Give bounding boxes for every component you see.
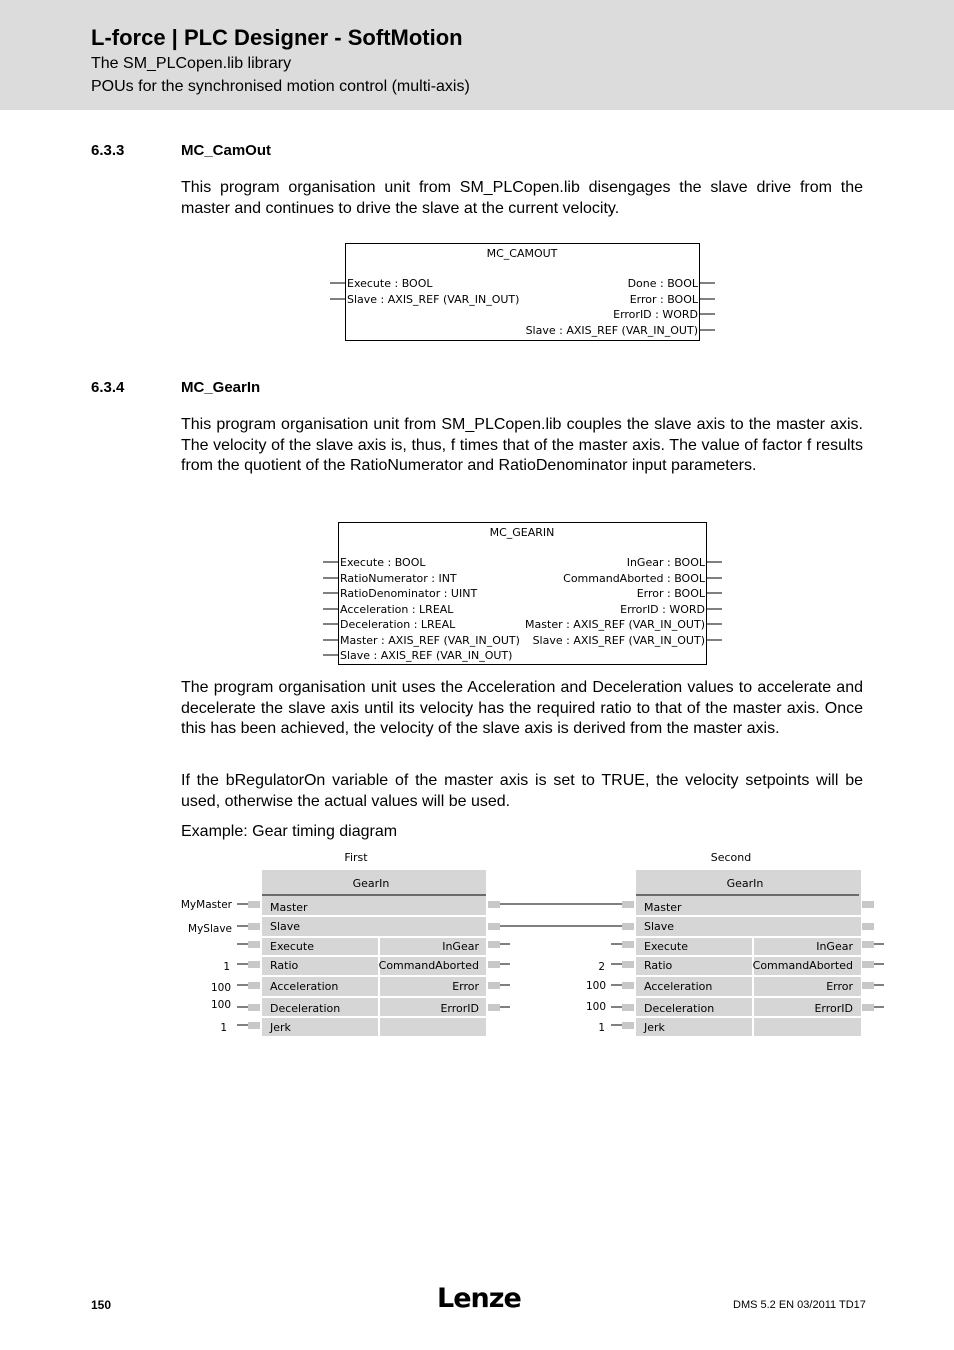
block-name: MC_GEARIN	[489, 526, 555, 539]
first-input-label: Jerk	[270, 1021, 291, 1034]
input-label: Slave : AXIS_REF (VAR_IN_OUT)	[340, 649, 513, 662]
input-label: Deceleration : LREAL	[340, 618, 456, 631]
page-header	[0, 0, 954, 110]
second-ext-input: 1	[598, 1022, 605, 1034]
second-caption: Second	[710, 851, 752, 864]
page-number: 150	[91, 1298, 112, 1312]
first-ext-input: MyMaster	[180, 899, 232, 911]
second-output-label: Error	[826, 980, 853, 993]
second-ext-input: 2	[598, 961, 605, 973]
input-label: Execute : BOOL	[340, 556, 426, 569]
lenze-logo: Lenze	[437, 1283, 521, 1314]
first-ext-input: 100	[210, 999, 231, 1011]
first-output-label: CommandAborted	[378, 959, 479, 972]
gear-timing-diagram	[175, 846, 895, 1050]
output-label: Slave : AXIS_REF (VAR_IN_OUT)	[525, 324, 698, 337]
first-input-label: Execute	[270, 940, 314, 953]
first-ext-input: 100	[210, 982, 231, 994]
output-label: Master : AXIS_REF (VAR_IN_OUT)	[525, 618, 705, 631]
input-label: Master : AXIS_REF (VAR_IN_OUT)	[340, 634, 520, 647]
second-input-label: Ratio	[644, 959, 673, 972]
section-title-camout: MC_CamOut	[181, 142, 272, 159]
document-subtitle-section: POUs for the synchronised motion control (multi-axis)	[91, 78, 470, 95]
second-input-label: Master	[644, 901, 682, 914]
second-ext-input: 100	[585, 980, 606, 992]
first-output-label: Error	[452, 980, 479, 993]
first-ext-input: MySlave	[188, 923, 232, 935]
output-label: Error : BOOL	[629, 293, 698, 306]
output-label: InGear : BOOL	[626, 556, 705, 569]
output-label: Done : BOOL	[627, 277, 698, 290]
mc-gearin-block	[318, 521, 728, 671]
input-label: RatioDenominator : UINT	[340, 587, 478, 600]
example-caption: Example: Gear timing diagram	[181, 823, 398, 840]
first-input-label: Deceleration	[270, 1002, 341, 1015]
first-input-label: Acceleration	[270, 980, 339, 993]
second-input-label: Execute	[644, 940, 688, 953]
gearin-paragraph-acceleration: The program organisation unit uses the Acceleration and Deceleration values to accelerate and decelerate the slave axis until its velocity has the required ratio to that of the master axis. Once this has been achieved, the velocity of the slave axis is derived from the master axis.	[181, 679, 863, 738]
output-label: Error : BOOL	[636, 587, 705, 600]
gearin-paragraph-regulator: If the bRegulatorOn variable of the master axis is set to TRUE, the velocity setpoints will be used, otherwise the actual values will be used.	[181, 772, 863, 810]
first-output-label: ErrorID	[440, 1002, 479, 1015]
block-name: MC_CAMOUT	[486, 247, 558, 260]
input-label: Slave : AXIS_REF (VAR_IN_OUT)	[347, 293, 520, 306]
second-output-label: CommandAborted	[752, 959, 853, 972]
first-input-label: Ratio	[270, 959, 299, 972]
document-code: DMS 5.2 EN 03/2011 TD17	[733, 1299, 866, 1311]
section-title-gearin: MC_GearIn	[181, 379, 261, 396]
first-input-label: Slave	[270, 920, 301, 933]
document-title: L-force | PLC Designer - SoftMotion	[91, 25, 463, 50]
first-caption: First	[344, 851, 368, 864]
first-output-label: InGear	[442, 940, 479, 953]
first-block-name: GearIn	[352, 877, 390, 890]
second-input-label: Slave	[644, 920, 675, 933]
output-label: Slave : AXIS_REF (VAR_IN_OUT)	[532, 634, 705, 647]
mc-camout-block	[325, 242, 725, 346]
output-label: ErrorID : WORD	[620, 603, 705, 616]
output-label: CommandAborted : BOOL	[563, 572, 705, 585]
section-number-gearin: 6.3.4	[91, 379, 125, 396]
input-label: Execute : BOOL	[347, 277, 433, 290]
second-output-label: ErrorID	[814, 1002, 853, 1015]
camout-description: This program organisation unit from SM_PLCopen.lib disengages the slave drive from the master and continues to drive the slave at the current velocity.	[181, 179, 863, 217]
gearin-description: This program organisation unit from SM_PLCopen.lib couples the slave axis to the master axis. The velocity of the slave axis is, thus, f times that of the master axis. The value of factor f results from the quotient of the RatioNumerator and RatioDenominator input parameters.	[181, 416, 863, 475]
second-ext-input: 100	[585, 1001, 606, 1013]
first-input-label: Master	[270, 901, 308, 914]
second-input-label: Deceleration	[644, 1002, 715, 1015]
second-input-label: Acceleration	[644, 980, 713, 993]
second-input-label: Jerk	[644, 1021, 665, 1034]
first-ext-input: 1	[223, 961, 230, 973]
output-label: ErrorID : WORD	[613, 308, 698, 321]
input-label: RatioNumerator : INT	[340, 572, 457, 585]
second-output-label: InGear	[816, 940, 853, 953]
document-subtitle-library: The SM_PLCopen.lib library	[91, 55, 292, 72]
second-block-name: GearIn	[726, 877, 764, 890]
section-number-camout: 6.3.3	[91, 142, 125, 159]
input-label: Acceleration : LREAL	[340, 603, 454, 616]
first-ext-input: 1	[220, 1022, 227, 1034]
